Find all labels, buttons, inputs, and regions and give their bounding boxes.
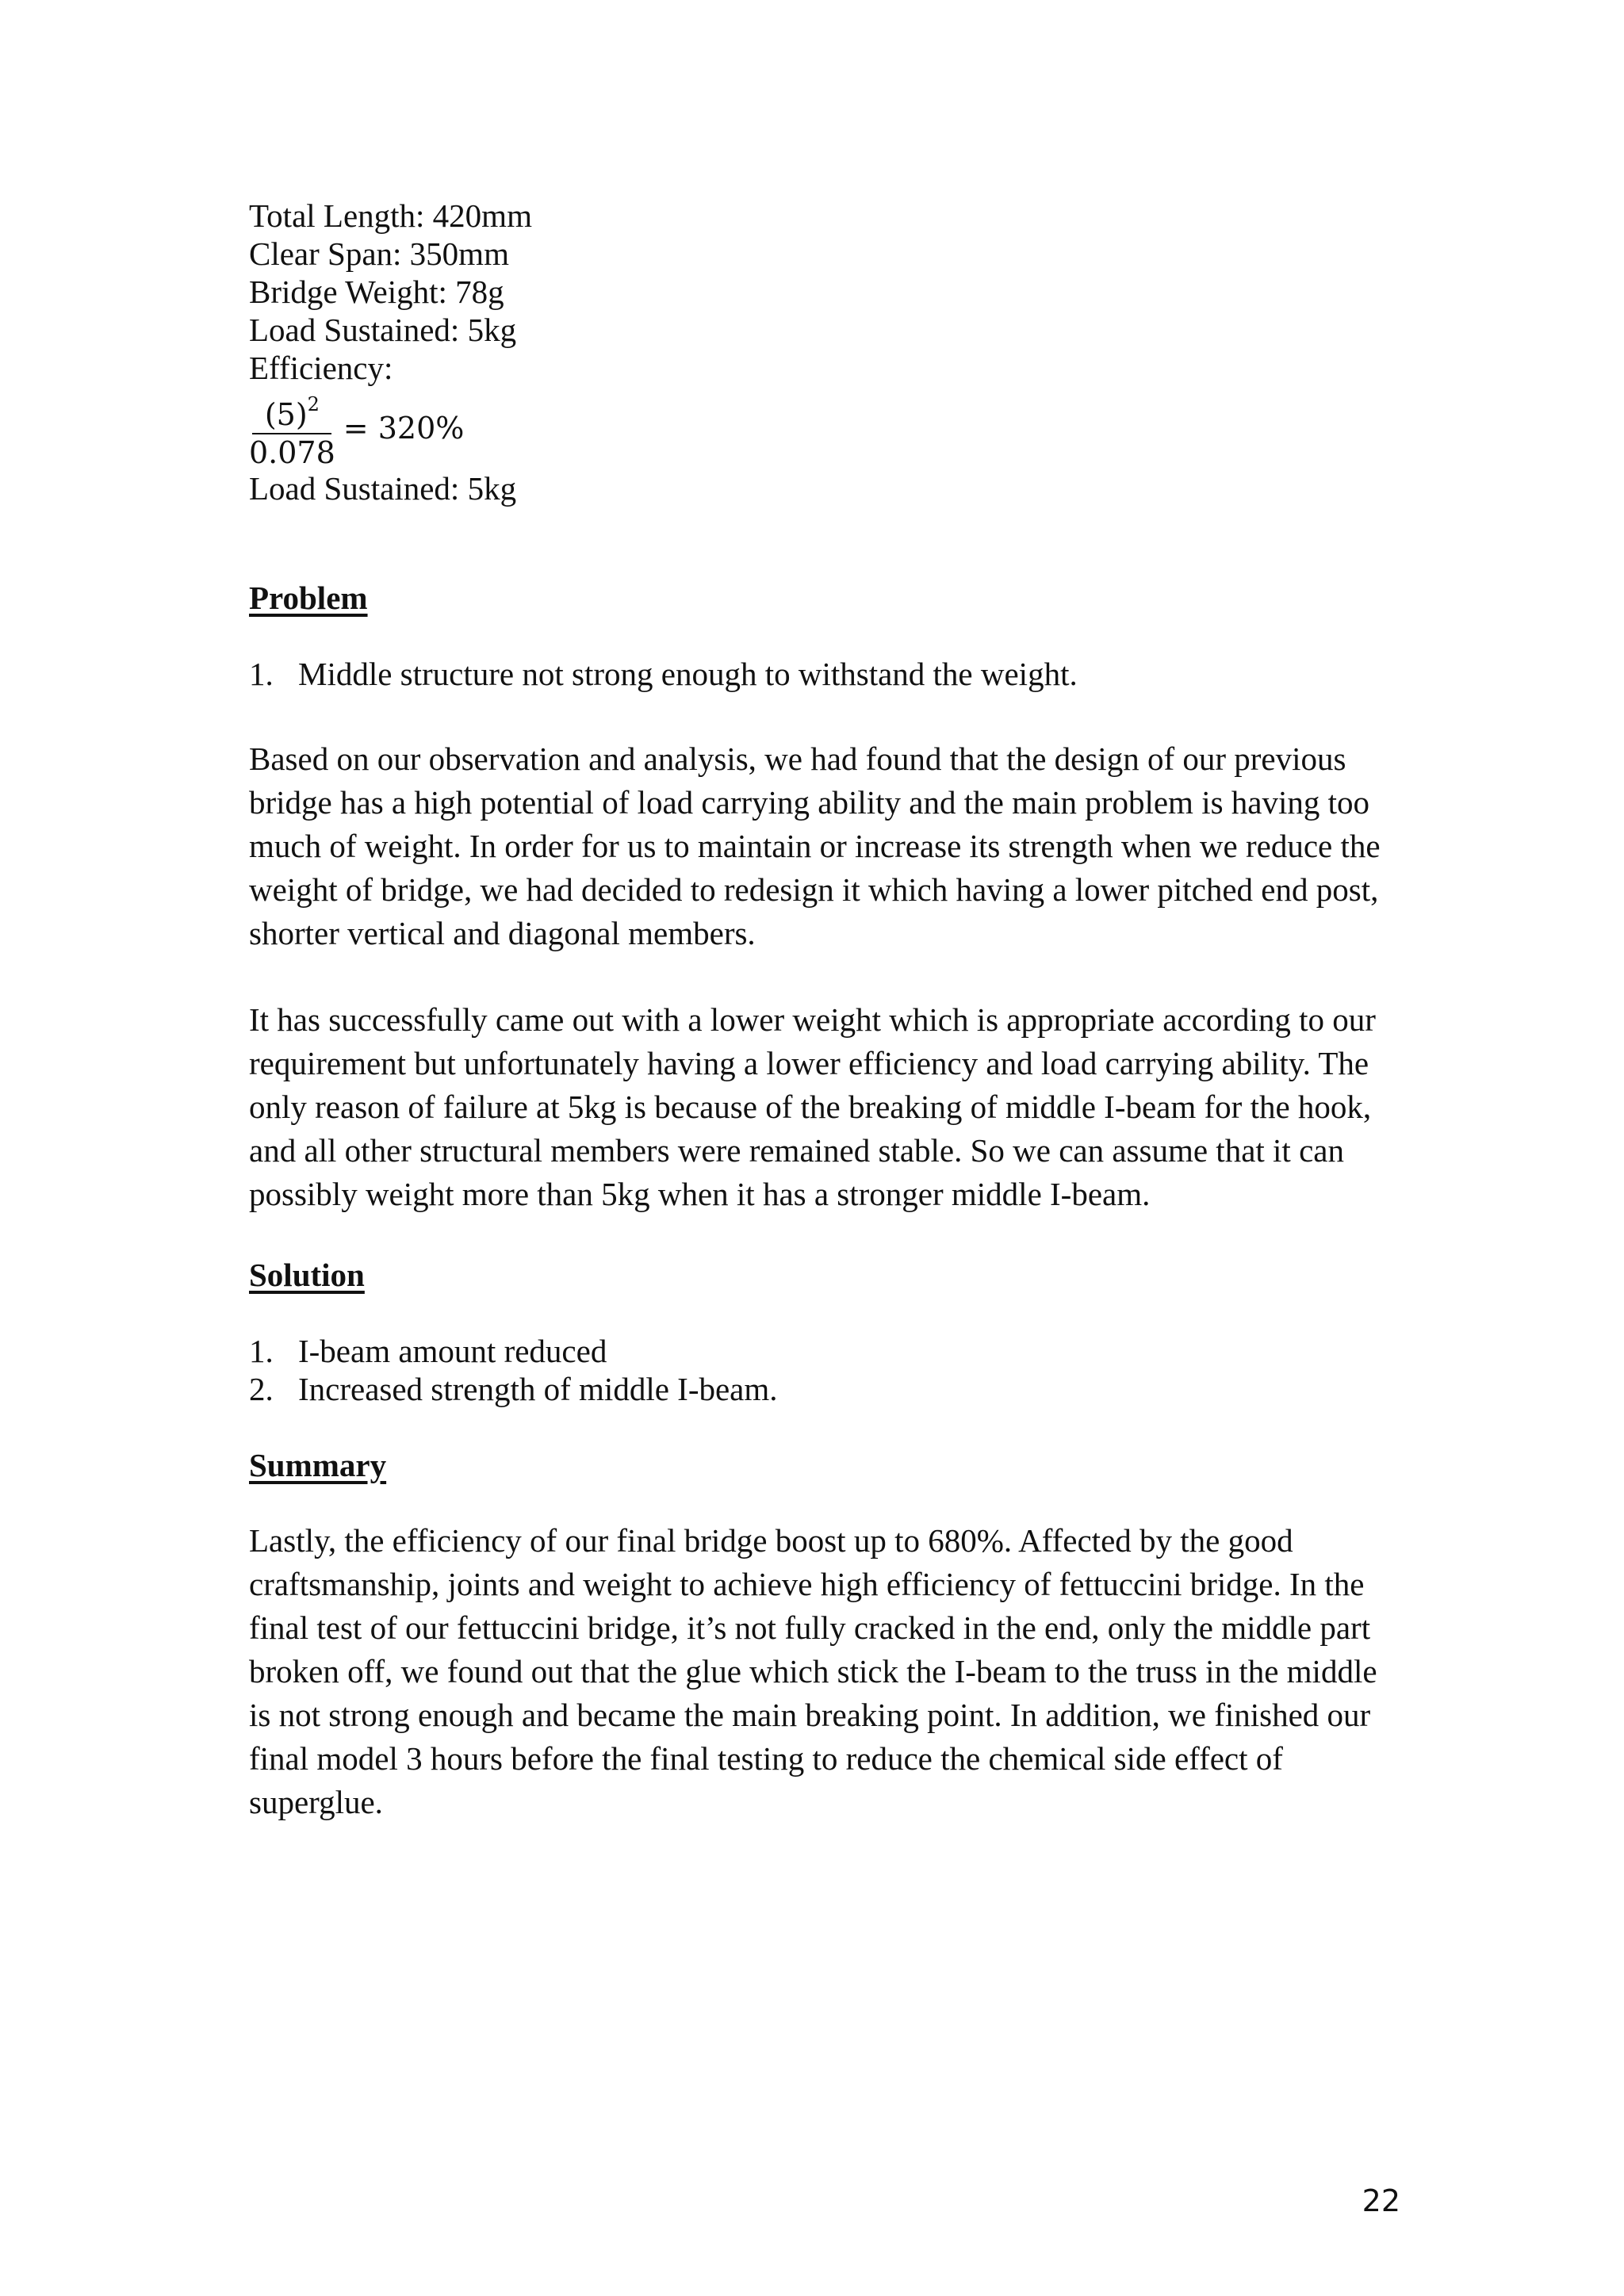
summary-paragraph: Lastly, the efficiency of our final bridge boost up to 680%. Affected by the good craftsmanship, joints and weight to achieve high efficiency of fettuccini bridge. In the final test of our fettuccini bridge, it’s not fully cracked in the end, only the middle part broken off, we found out that the glue which stick the I-beam to the truss in the middle is not strong enough and became the main breaking point. In addition, we finished our final model 3 hours before the final testing to reduce the chemical side effect of superglue. xyxy=(249,1522,1377,1820)
clear-span: Clear Span: 350mm xyxy=(249,235,509,272)
bridge-weight: Bridge Weight: 78g xyxy=(249,274,504,310)
problem-paragraph-1: Based on our observation and analysis, we had found that the design of our previous bridge has a high potential of load carrying ability and the main problem is having too much of weight. In order for us to maintain or increase its strength when we reduce the weight of bridge, we had decided to redesign it which having a lower pitched end post, shorter vertical and diagonal members. xyxy=(249,740,1381,951)
list-item-number: 1. xyxy=(249,1333,274,1369)
total-length: Total Length: 420mm xyxy=(249,197,532,234)
formula-base: (5) xyxy=(264,396,308,432)
load-sustained-repeat: Load Sustained: 5kg xyxy=(249,470,517,507)
list-item xyxy=(249,1332,778,1370)
list-item-text: Middle structure not strong enough to withstand the weight. xyxy=(298,656,1078,692)
formula-numerator xyxy=(259,386,326,433)
page-number: 22 xyxy=(1362,2183,1400,2218)
problem-paragraph-2: It has successfully came out with a lower weight which is appropriate according to our requirement but unfortunately having a lower efficiency and load carrying ability. The only reason of failure at 5kg is because of the breaking of middle I-beam for the hook, and all other structural members were remained stable. So we can assume that it can possibly weight more than 5kg when it has a stronger middle I-beam. xyxy=(249,1001,1376,1212)
efficiency-formula xyxy=(249,387,532,469)
formula-fraction xyxy=(249,386,335,471)
solution-list xyxy=(249,1332,778,1408)
load-sustained: Load Sustained: 5kg xyxy=(249,312,517,348)
list-item-number: 1. xyxy=(249,656,274,692)
list-item-number: 2. xyxy=(249,1371,274,1407)
problem-heading: Problem xyxy=(249,580,368,616)
formula-result: = 320% xyxy=(343,411,465,446)
solution-heading: Solution xyxy=(249,1257,365,1293)
problem-list xyxy=(249,655,1078,693)
list-item-text: Increased strength of middle I-beam. xyxy=(298,1371,778,1407)
list-item xyxy=(249,655,1078,693)
formula-exponent: 2 xyxy=(307,392,320,415)
summary-heading: Summary xyxy=(249,1447,387,1483)
efficiency-label: Efficiency: xyxy=(249,350,393,386)
bridge-specs xyxy=(249,197,532,507)
list-item-text: I-beam amount reduced xyxy=(298,1333,607,1369)
list-item xyxy=(249,1370,778,1408)
formula-denominator: 0.078 xyxy=(249,434,335,470)
